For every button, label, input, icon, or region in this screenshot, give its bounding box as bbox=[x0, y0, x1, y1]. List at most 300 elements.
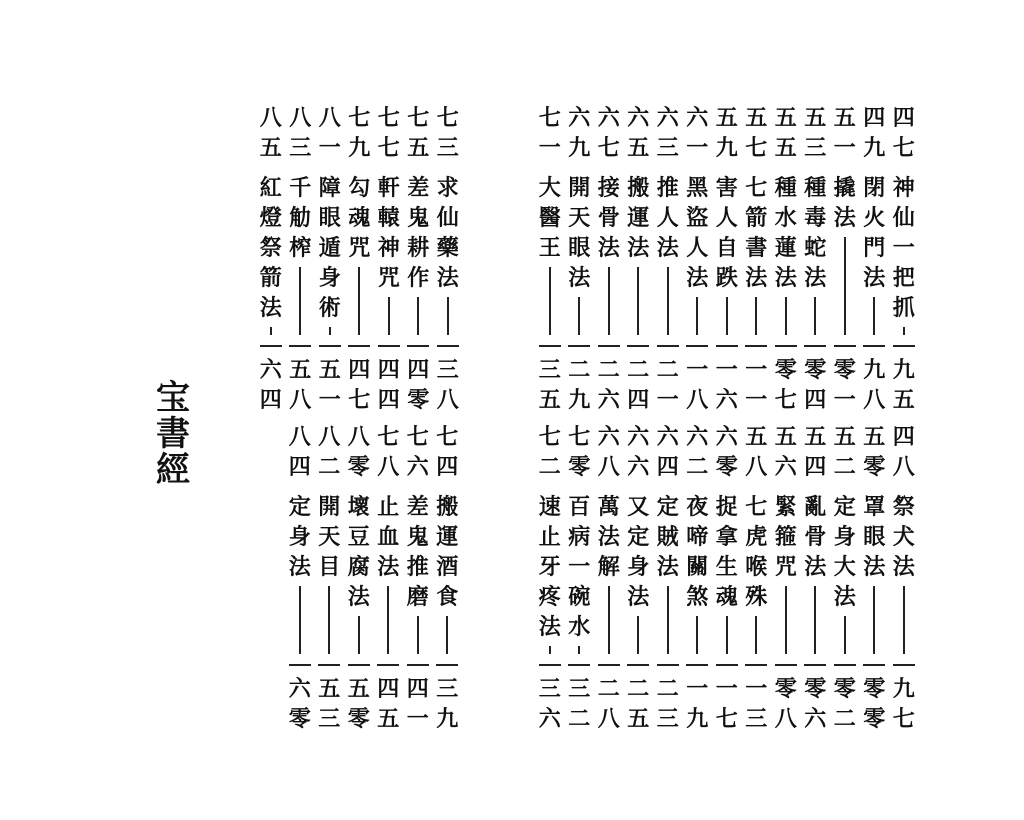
entry-title-char: 罩 bbox=[863, 494, 886, 520]
entry-index-char: 五 bbox=[774, 135, 797, 161]
entry-title-char: 賊 bbox=[656, 524, 679, 550]
entry-index-char: 八 bbox=[288, 424, 311, 450]
entry-title-char: 萬 bbox=[597, 494, 620, 520]
entry-page-char: 一 bbox=[406, 706, 429, 732]
leader-line bbox=[696, 616, 698, 654]
toc-entry[interactable] bbox=[404, 103, 434, 415]
entry-page-char: 九 bbox=[436, 706, 459, 732]
toc-block-left-bottom bbox=[285, 422, 462, 734]
entry-page-char: 四 bbox=[377, 676, 400, 702]
entry-title-char: 作 bbox=[407, 265, 430, 291]
entry-index-char: 六 bbox=[597, 424, 620, 450]
page-prefix-dash bbox=[437, 345, 459, 347]
entry-title-char: 天 bbox=[318, 524, 341, 550]
page-prefix-dash bbox=[568, 345, 590, 347]
entry-index-char: 零 bbox=[347, 454, 370, 480]
entry-index-char: 五 bbox=[833, 424, 856, 450]
entry-title-char: 把 bbox=[892, 265, 915, 291]
page-prefix-dash bbox=[598, 664, 620, 666]
entry-page-char: 零 bbox=[288, 706, 311, 732]
entry-index-char: 三 bbox=[436, 135, 459, 161]
entry-index-char: 四 bbox=[892, 424, 915, 450]
entry-title-char: 緊 bbox=[774, 494, 797, 520]
entry-title-char: 法 bbox=[597, 524, 620, 550]
entry-title-char: 箭 bbox=[745, 205, 768, 231]
entry-title-char: 虎 bbox=[745, 524, 768, 550]
entry-index-char: 二 bbox=[538, 454, 561, 480]
entry-title-char: 法 bbox=[804, 265, 827, 291]
toc-entry[interactable] bbox=[653, 103, 683, 415]
page-prefix-dash bbox=[539, 345, 561, 347]
toc-entry[interactable] bbox=[374, 422, 404, 734]
page-prefix-dash bbox=[318, 664, 340, 666]
toc-entry[interactable] bbox=[830, 422, 860, 734]
entry-title-char: 箍 bbox=[774, 524, 797, 550]
entry-title-char: 身 bbox=[627, 554, 650, 580]
entry-title-char: 法 bbox=[804, 554, 827, 580]
leader-line bbox=[328, 586, 330, 654]
entry-title-char: 法 bbox=[436, 265, 459, 291]
entry-page-char: 一 bbox=[745, 676, 768, 702]
toc-entry[interactable] bbox=[830, 103, 860, 415]
page-prefix-dash bbox=[893, 345, 915, 347]
entry-title-char: 法 bbox=[568, 265, 591, 291]
entry-title-char: 王 bbox=[538, 235, 561, 261]
entry-title-char: 法 bbox=[863, 265, 886, 291]
entry-page-char: 五 bbox=[892, 387, 915, 413]
entry-index-char: 七 bbox=[377, 105, 400, 131]
entry-index-char: 五 bbox=[407, 135, 430, 161]
toc-entry[interactable] bbox=[565, 422, 595, 734]
page-prefix-dash bbox=[745, 345, 767, 347]
entry-title-char: 轅 bbox=[377, 205, 400, 231]
entry-title-char: 撬 bbox=[833, 175, 856, 201]
page-prefix-dash bbox=[407, 664, 429, 666]
toc-entry[interactable] bbox=[285, 422, 315, 734]
entry-index-char: 八 bbox=[597, 454, 620, 480]
entry-title-char: 生 bbox=[715, 554, 738, 580]
leader-line bbox=[785, 297, 787, 335]
leader-line bbox=[578, 297, 580, 335]
entry-index-char: 五 bbox=[804, 424, 827, 450]
page-prefix-dash bbox=[289, 345, 311, 347]
entry-page-char: 三 bbox=[745, 706, 768, 732]
entry-page-char: 零 bbox=[833, 357, 856, 383]
entry-index-char: 九 bbox=[348, 135, 371, 161]
entry-page-char: 四 bbox=[377, 357, 400, 383]
toc-entry[interactable] bbox=[594, 422, 624, 734]
entry-page-char: 三 bbox=[436, 357, 459, 383]
entry-index-char: 六 bbox=[656, 105, 679, 131]
entry-title-char: 酒 bbox=[436, 554, 459, 580]
page-prefix-dash bbox=[289, 664, 311, 666]
entry-index-char: 九 bbox=[863, 135, 886, 161]
entry-title-char: 腐 bbox=[347, 554, 370, 580]
entry-title-char: 蓮 bbox=[774, 235, 797, 261]
entry-index-char: 四 bbox=[892, 105, 915, 131]
entry-title-char: 法 bbox=[656, 235, 679, 261]
entry-title-char: 燈 bbox=[259, 205, 282, 231]
entry-page-char: 一 bbox=[318, 387, 341, 413]
entry-page-char: 二 bbox=[656, 357, 679, 383]
page-prefix-dash bbox=[539, 664, 561, 666]
entry-page-char: 六 bbox=[538, 706, 561, 732]
leader-line bbox=[873, 586, 875, 654]
leader-line bbox=[726, 616, 728, 654]
entry-title-char: 人 bbox=[686, 235, 709, 261]
leader-line bbox=[903, 586, 905, 654]
entry-page-char: 三 bbox=[568, 676, 591, 702]
page-prefix-dash bbox=[568, 664, 590, 666]
toc-entry[interactable] bbox=[256, 103, 286, 415]
page-prefix-dash bbox=[348, 664, 370, 666]
entry-title-char: 仙 bbox=[436, 205, 459, 231]
entry-title-char: 門 bbox=[863, 235, 886, 261]
entry-index-char: 五 bbox=[259, 135, 282, 161]
entry-index-char: 七 bbox=[892, 135, 915, 161]
entry-index-char: 八 bbox=[259, 105, 282, 131]
entry-title-char: 咒 bbox=[348, 235, 371, 261]
leader-line bbox=[755, 616, 757, 654]
leader-line bbox=[785, 586, 787, 654]
leader-line bbox=[755, 297, 757, 335]
entry-index-char: 七 bbox=[348, 105, 371, 131]
entry-title-char: 運 bbox=[436, 524, 459, 550]
toc-entry[interactable] bbox=[315, 103, 345, 415]
entry-index-char: 一 bbox=[538, 135, 561, 161]
entry-page-char: 一 bbox=[833, 387, 856, 413]
leader-line bbox=[844, 237, 846, 335]
entry-title-char: 勾 bbox=[348, 175, 371, 201]
leader-line bbox=[270, 327, 272, 335]
entry-title-char: 法 bbox=[597, 235, 620, 261]
toc-entry[interactable] bbox=[433, 103, 463, 415]
entry-page-char: 五 bbox=[627, 706, 650, 732]
entry-title-char: 身 bbox=[833, 524, 856, 550]
toc-entry[interactable] bbox=[403, 422, 433, 734]
entry-page-char: 三 bbox=[318, 706, 341, 732]
entry-title-char: 水 bbox=[568, 614, 591, 640]
entry-page-char: 六 bbox=[597, 387, 620, 413]
entry-title-char: 骨 bbox=[597, 205, 620, 231]
toc-entry[interactable] bbox=[683, 103, 713, 415]
entry-index-char: 六 bbox=[406, 454, 429, 480]
leader-line bbox=[844, 616, 846, 654]
entry-index-char: 一 bbox=[686, 135, 709, 161]
entry-title-char: 箭 bbox=[259, 265, 282, 291]
entry-page-char: 六 bbox=[804, 706, 827, 732]
spine-title-char: 經 bbox=[156, 450, 190, 490]
entry-index-char: 八 bbox=[289, 105, 312, 131]
page-prefix-dash bbox=[598, 345, 620, 347]
entry-index-char: 二 bbox=[833, 454, 856, 480]
entry-title-char: 耕 bbox=[407, 235, 430, 261]
entry-title-char: 牙 bbox=[538, 554, 561, 580]
entry-index-char: 二 bbox=[318, 454, 341, 480]
entry-title-char: 種 bbox=[774, 175, 797, 201]
entry-index-char: 五 bbox=[627, 135, 650, 161]
entry-title-char: 法 bbox=[656, 554, 679, 580]
toc-entry[interactable] bbox=[742, 103, 772, 415]
entry-title-char: 鬼 bbox=[406, 524, 429, 550]
entry-page-char: 八 bbox=[863, 387, 886, 413]
toc-entry[interactable] bbox=[801, 103, 831, 415]
entry-index-char: 七 bbox=[407, 105, 430, 131]
entry-title-char: 身 bbox=[318, 265, 341, 291]
entry-page-char: 三 bbox=[436, 676, 459, 702]
entry-page-char: 四 bbox=[406, 676, 429, 702]
entry-index-char: 九 bbox=[715, 135, 738, 161]
entry-index-char: 三 bbox=[289, 135, 312, 161]
toc-entry[interactable] bbox=[624, 103, 654, 415]
leader-line bbox=[329, 327, 331, 335]
entry-page-char: 九 bbox=[863, 357, 886, 383]
entry-title-char: 法 bbox=[833, 205, 856, 231]
leader-line bbox=[387, 586, 389, 654]
entry-page-char: 零 bbox=[347, 706, 370, 732]
leader-line bbox=[873, 297, 875, 335]
entry-title-char: 犬 bbox=[892, 524, 915, 550]
toc-entry[interactable] bbox=[742, 422, 772, 734]
entry-index-char: 六 bbox=[627, 105, 650, 131]
toc-block-right-top bbox=[535, 103, 919, 415]
toc-entry[interactable] bbox=[860, 422, 890, 734]
toc-entry[interactable] bbox=[801, 422, 831, 734]
toc-entry[interactable] bbox=[535, 103, 565, 415]
toc-entry[interactable] bbox=[771, 422, 801, 734]
page-prefix-dash bbox=[716, 664, 738, 666]
toc-entry[interactable] bbox=[345, 103, 375, 415]
entry-page-char: 二 bbox=[597, 357, 620, 383]
entry-title-char: 咒 bbox=[774, 554, 797, 580]
toc-entry[interactable] bbox=[374, 103, 404, 415]
entry-title-char: 速 bbox=[538, 494, 561, 520]
entry-index-char: 七 bbox=[745, 135, 768, 161]
entry-page-char: 一 bbox=[715, 357, 738, 383]
entry-title-char: 七 bbox=[745, 175, 768, 201]
entry-title-char: 抓 bbox=[892, 295, 915, 321]
toc-entry[interactable] bbox=[771, 103, 801, 415]
entry-page-char: 零 bbox=[407, 387, 430, 413]
entry-page-char: 零 bbox=[833, 676, 856, 702]
toc-entry[interactable] bbox=[860, 103, 890, 415]
entry-title-char: 蛇 bbox=[804, 235, 827, 261]
entry-title-char: 盜 bbox=[686, 205, 709, 231]
entry-page-char: 二 bbox=[656, 676, 679, 702]
entry-title-char: 神 bbox=[892, 175, 915, 201]
leader-line bbox=[417, 616, 419, 654]
entry-title-char: 開 bbox=[568, 175, 591, 201]
entry-title-char: 疼 bbox=[538, 584, 561, 610]
entry-page-char: 三 bbox=[538, 676, 561, 702]
entry-title-char: 術 bbox=[318, 295, 341, 321]
entry-title-char: 壞 bbox=[347, 494, 370, 520]
entry-title-char: 拿 bbox=[715, 524, 738, 550]
entry-title-char: 跌 bbox=[715, 265, 738, 291]
toc-entry[interactable] bbox=[683, 422, 713, 734]
toc-entry[interactable] bbox=[565, 103, 595, 415]
entry-page-char: 九 bbox=[892, 676, 915, 702]
entry-index-char: 七 bbox=[538, 105, 561, 131]
entry-page-char: 七 bbox=[348, 387, 371, 413]
entry-title-char: 磨 bbox=[406, 584, 429, 610]
leader-line bbox=[388, 297, 390, 335]
entry-title-char: 自 bbox=[715, 235, 738, 261]
entry-title-char: 推 bbox=[656, 175, 679, 201]
toc-entry[interactable] bbox=[712, 103, 742, 415]
spine-title bbox=[150, 380, 196, 488]
entry-title-char: 喉 bbox=[745, 554, 768, 580]
entry-title-char: 七 bbox=[745, 494, 768, 520]
page-prefix-dash bbox=[260, 345, 282, 347]
entry-page-char: 九 bbox=[892, 357, 915, 383]
entry-page-char: 二 bbox=[568, 706, 591, 732]
toc-entry[interactable] bbox=[315, 422, 345, 734]
entry-title-char: 血 bbox=[377, 524, 400, 550]
entry-index-char: 五 bbox=[863, 424, 886, 450]
entry-index-char: 八 bbox=[892, 454, 915, 480]
entry-page-char: 零 bbox=[863, 676, 886, 702]
entry-index-char: 三 bbox=[804, 135, 827, 161]
entry-title-char: 法 bbox=[774, 265, 797, 291]
entry-title-char: 遁 bbox=[318, 235, 341, 261]
entry-index-char: 七 bbox=[436, 424, 459, 450]
entry-index-char: 八 bbox=[318, 424, 341, 450]
entry-index-char: 七 bbox=[436, 105, 459, 131]
page-prefix-dash bbox=[407, 345, 429, 347]
toc-entry[interactable] bbox=[535, 422, 565, 734]
entry-page-char: 四 bbox=[259, 387, 282, 413]
toc-entry[interactable] bbox=[624, 422, 654, 734]
entry-title-char: 運 bbox=[627, 205, 650, 231]
entry-title-char: 法 bbox=[745, 265, 768, 291]
entry-title-char: 咒 bbox=[377, 265, 400, 291]
entry-index-char: 七 bbox=[377, 135, 400, 161]
entry-title-char: 眼 bbox=[318, 205, 341, 231]
entry-index-char: 二 bbox=[686, 454, 709, 480]
leader-line bbox=[358, 616, 360, 654]
entry-page-char: 二 bbox=[568, 357, 591, 383]
leader-line bbox=[903, 327, 905, 335]
entry-page-char: 零 bbox=[774, 357, 797, 383]
entry-index-char: 八 bbox=[318, 105, 341, 131]
leader-line bbox=[696, 297, 698, 335]
page-prefix-dash bbox=[893, 664, 915, 666]
entry-title-char: 差 bbox=[406, 494, 429, 520]
entry-title-char: 大 bbox=[833, 554, 856, 580]
entry-title-char: 一 bbox=[568, 554, 591, 580]
toc-entry[interactable] bbox=[653, 422, 683, 734]
page-prefix-dash bbox=[716, 345, 738, 347]
entry-title-char: 解 bbox=[597, 554, 620, 580]
entry-index-char: 六 bbox=[686, 105, 709, 131]
spine-title-char: 書 bbox=[156, 414, 190, 454]
page-prefix-dash bbox=[804, 664, 826, 666]
entry-page-char: 七 bbox=[892, 706, 915, 732]
toc-entry[interactable] bbox=[889, 422, 919, 734]
entry-title-char: 碗 bbox=[568, 584, 591, 610]
page-prefix-dash bbox=[863, 345, 885, 347]
page-prefix-dash bbox=[436, 664, 458, 666]
entry-title-char: 關 bbox=[686, 554, 709, 580]
entry-title-char: 大 bbox=[538, 175, 561, 201]
page-prefix-dash bbox=[348, 345, 370, 347]
leader-line bbox=[299, 586, 301, 654]
toc-entry[interactable] bbox=[712, 422, 742, 734]
entry-title-char: 法 bbox=[347, 584, 370, 610]
entry-title-char: 法 bbox=[627, 235, 650, 261]
entry-page-char: 五 bbox=[377, 706, 400, 732]
entry-index-char: 零 bbox=[863, 454, 886, 480]
entry-title-char: 法 bbox=[377, 554, 400, 580]
entry-title-char: 法 bbox=[259, 295, 282, 321]
entry-title-char: 骨 bbox=[804, 524, 827, 550]
leader-line bbox=[814, 586, 816, 654]
entry-title-char: 煞 bbox=[686, 584, 709, 610]
entry-page-char: 二 bbox=[597, 676, 620, 702]
entry-title-char: 搬 bbox=[436, 494, 459, 520]
entry-title-char: 黑 bbox=[686, 175, 709, 201]
entry-title-char: 紅 bbox=[259, 175, 282, 201]
entry-page-char: 五 bbox=[538, 387, 561, 413]
leader-line bbox=[608, 586, 610, 654]
page-prefix-dash bbox=[377, 664, 399, 666]
entry-title-char: 止 bbox=[538, 524, 561, 550]
entry-title-char: 差 bbox=[407, 175, 430, 201]
toc-entry[interactable] bbox=[594, 103, 624, 415]
entry-page-char: 五 bbox=[289, 357, 312, 383]
entry-index-char: 三 bbox=[656, 135, 679, 161]
entry-title-char: 豆 bbox=[347, 524, 370, 550]
entry-index-char: 零 bbox=[715, 454, 738, 480]
leader-line bbox=[667, 267, 669, 335]
entry-index-char: 四 bbox=[288, 454, 311, 480]
entry-page-char: 九 bbox=[686, 706, 709, 732]
entry-index-char: 七 bbox=[568, 424, 591, 450]
spine-title-char: 宝 bbox=[156, 378, 190, 418]
page-prefix-dash bbox=[627, 345, 649, 347]
entry-title-char: 天 bbox=[568, 205, 591, 231]
entry-index-char: 六 bbox=[686, 424, 709, 450]
entry-page-char: 二 bbox=[627, 357, 650, 383]
entry-page-char: 四 bbox=[407, 357, 430, 383]
toc-entry[interactable] bbox=[889, 103, 919, 415]
entry-title-char: 千 bbox=[289, 175, 312, 201]
toc-entry[interactable] bbox=[433, 422, 463, 734]
entry-index-char: 四 bbox=[863, 105, 886, 131]
entry-title-char: 法 bbox=[892, 554, 915, 580]
leader-line bbox=[446, 616, 448, 654]
entry-index-char: 五 bbox=[715, 105, 738, 131]
toc-entry[interactable] bbox=[344, 422, 374, 734]
leader-line bbox=[667, 586, 669, 654]
entry-index-char: 六 bbox=[597, 105, 620, 131]
entry-page-char: 零 bbox=[804, 357, 827, 383]
entry-page-char: 二 bbox=[833, 706, 856, 732]
toc-entry[interactable] bbox=[286, 103, 316, 415]
entry-title-char: 定 bbox=[656, 494, 679, 520]
entry-title-char: 閉 bbox=[863, 175, 886, 201]
entry-page-char: 二 bbox=[627, 676, 650, 702]
entry-title-char: 祭 bbox=[259, 235, 282, 261]
entry-title-char: 搬 bbox=[627, 175, 650, 201]
entry-index-char: 七 bbox=[597, 135, 620, 161]
entry-index-char: 四 bbox=[436, 454, 459, 480]
entry-index-char: 七 bbox=[406, 424, 429, 450]
entry-page-char: 八 bbox=[289, 387, 312, 413]
entry-title-char: 人 bbox=[715, 205, 738, 231]
entry-title-char: 軒 bbox=[377, 175, 400, 201]
